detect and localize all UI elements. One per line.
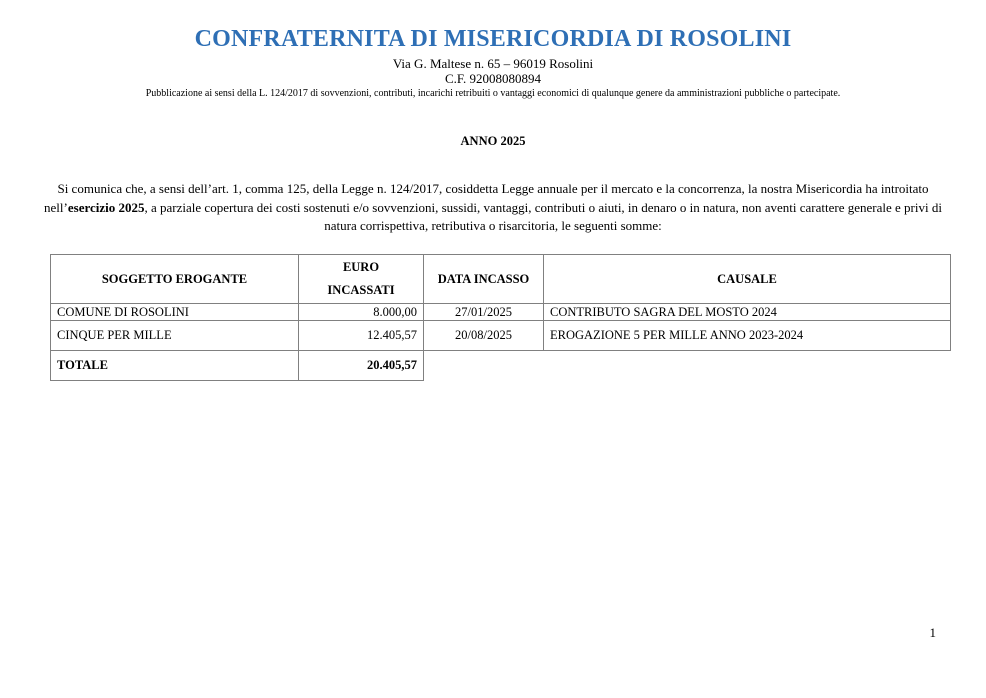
organization-address: Via G. Maltese n. 65 – 96019 Rosolini [392,56,594,71]
row-date: 20/08/2025 [424,321,544,351]
row-subject: CINQUE PER MILLE [51,321,299,351]
header-euro-line2: INCASSATI [327,283,395,297]
intro-text-part2: , a parziale copertura dei costi sostenuti e/o sovvenzioni, sussidi, vantaggi, contributi o aiuti, in denaro o in natura, non aventi carattere generale e privi di natura corrispettiva, retributiva o risarcitoria, le seguenti somme: [144,199,942,233]
contributions-table [50,254,951,381]
year-heading: ANNO 2025 [460,134,526,148]
row-date: 27/01/2025 [424,304,544,321]
row-amount: 8.000,00 [299,304,424,321]
intro-paragraph [40,180,946,236]
row-reason: CONTRIBUTO SAGRA DEL MOSTO 2024 [544,304,951,321]
total-row [51,351,951,381]
tax-code: C.F. 92008080894 [444,71,542,86]
total-amount: 20.405,57 [299,351,424,381]
header-euro [299,255,424,304]
intro-text-part1: Si comunica che, a sensi dell’art. 1, comma 125, della Legge n. 124/2017, cosiddetta Legge annuale per il mercato e la concorrenza, la nostra Misericordia ha introitato nell’ [44,181,929,215]
header-subject: SOGGETTO EROGANTE [51,255,299,304]
organization-title: CONFRATERNITA DI MISERICORDIA DI ROSOLINI [194,26,792,52]
row-subject: COMUNE DI ROSOLINI [51,304,299,321]
header-date: DATA INCASSO [424,255,544,304]
header-euro-line1: EURO [342,260,380,274]
total-empty-cell [424,351,544,381]
table-row [51,321,951,351]
row-reason: EROGAZIONE 5 PER MILLE ANNO 2023-2024 [544,321,951,351]
intro-text-bold: esercizio 2025 [67,199,145,215]
row-amount: 12.405,57 [299,321,424,351]
total-label: TOTALE [51,351,299,381]
page-number: 1 [929,625,936,640]
header-reason: CAUSALE [544,255,951,304]
total-empty-cell [544,351,951,381]
publication-note: Pubblicazione ai sensi della L. 124/2017 di sovvenzioni, contributi, incarichi retribuiti o vantaggi economici di qualunque genere da amministrazioni pubbliche o partecipate. [145,88,841,99]
table-header-row [51,255,951,304]
table-row [51,304,951,321]
